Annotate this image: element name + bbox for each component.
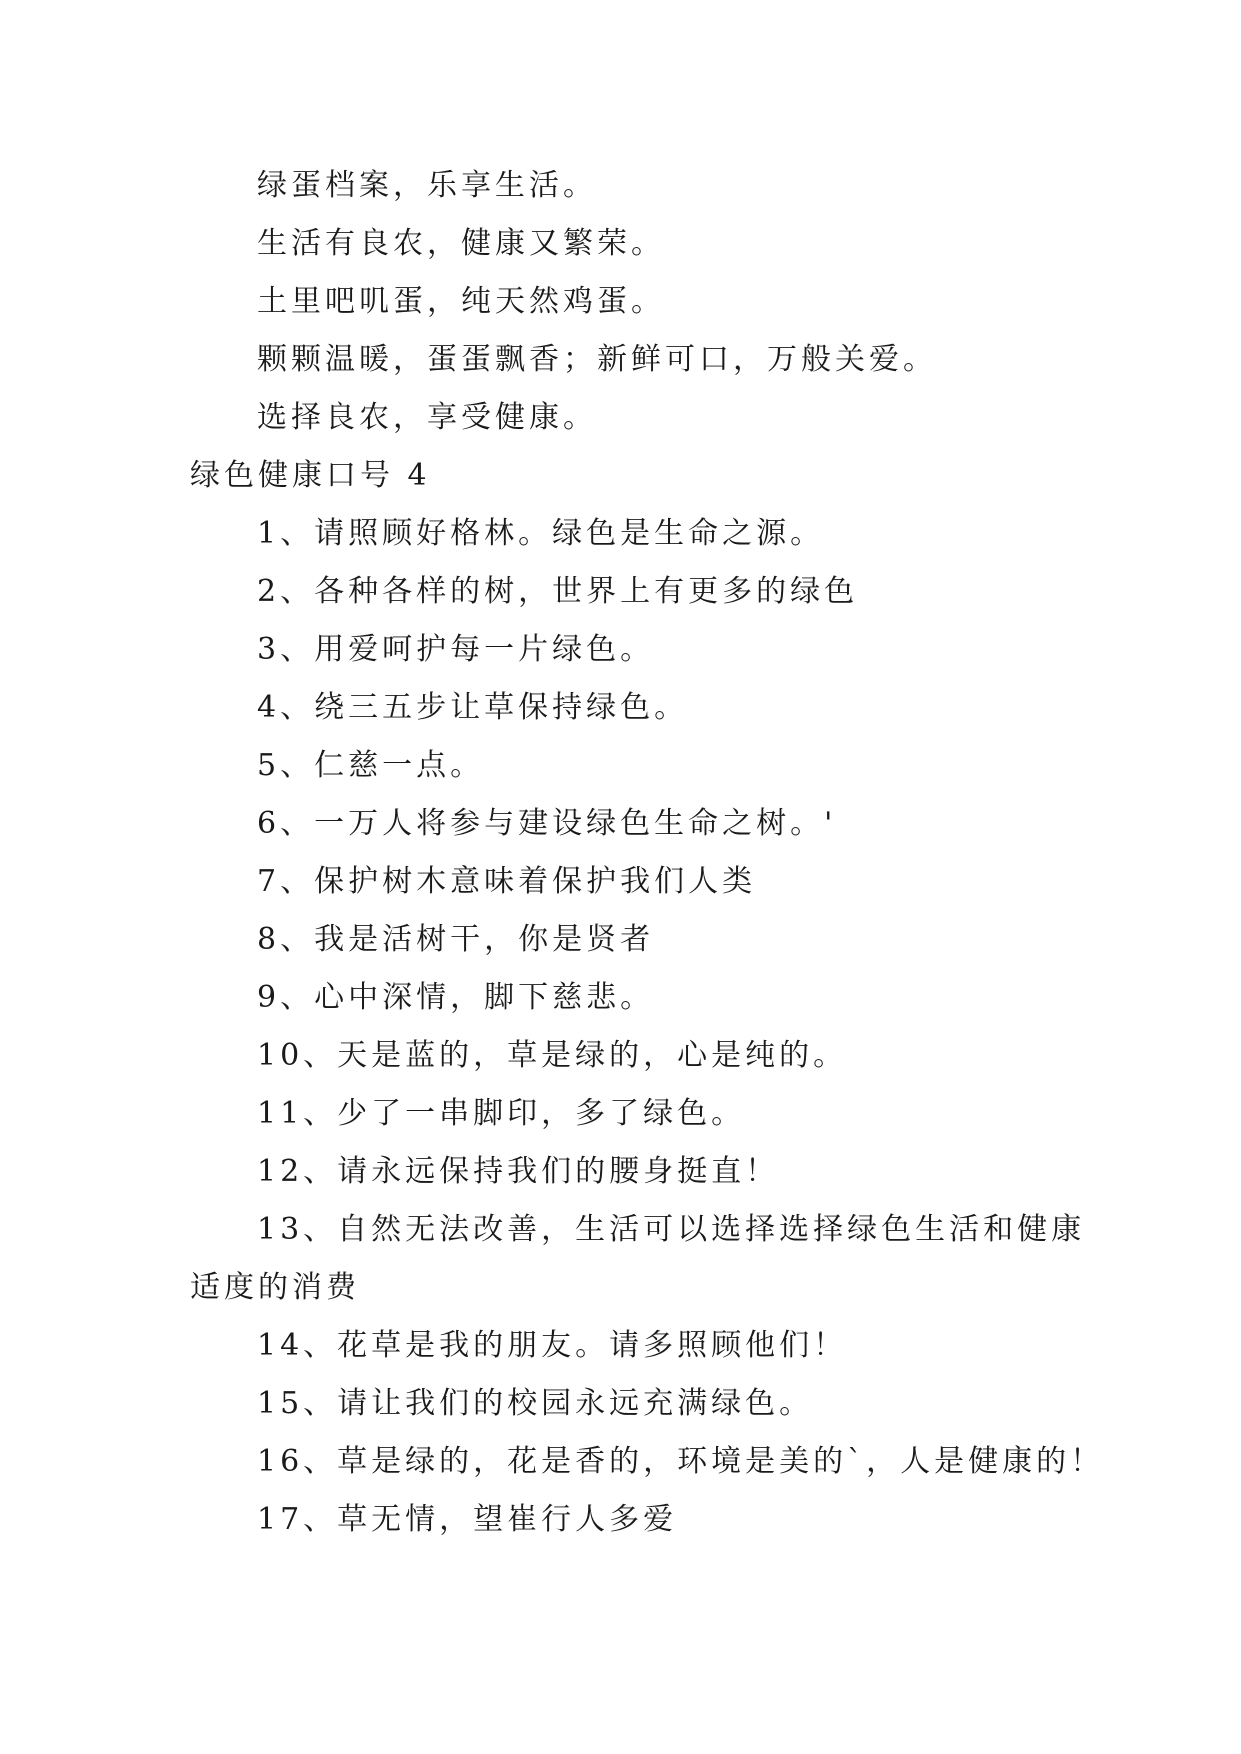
text-line: 绿蛋档案，乐享生活。 (257, 168, 597, 203)
text-line: 选择良农，享受健康。 (257, 400, 597, 435)
slogan-item: 17、草无情，望崔行人多爱 (257, 1502, 678, 1537)
text-line: 颗颗温暖，蛋蛋飘香；新鲜可口，万般关爱。 (257, 342, 937, 377)
slogan-item: 2、各种各样的树，世界上有更多的绿色 (257, 574, 859, 609)
slogan-item: 12、请永远保持我们的腰身挺直！ (257, 1154, 780, 1189)
slogan-item: 6、一万人将参与建设绿色生命之树。' (257, 806, 837, 841)
slogan-item: 1、请照顾好格林。绿色是生命之源。 (257, 516, 825, 551)
slogan-item: 3、用爱呵护每一片绿色。 (257, 632, 655, 667)
slogan-item: 5、仁慈一点。 (257, 748, 485, 783)
text-line: 土里吧叽蛋，纯天然鸡蛋。 (257, 284, 665, 319)
text-line: 生活有良农，健康又繁荣。 (257, 226, 665, 261)
section-heading: 绿色健康口号 4 (190, 458, 431, 493)
slogan-item: 10、天是蓝的，草是绿的，心是纯的。 (257, 1038, 848, 1073)
slogan-item: 16、草是绿的，花是香的，环境是美的`，人是健康的！ (257, 1444, 1105, 1479)
slogan-item: 14、花草是我的朋友。请多照顾他们！ (257, 1328, 848, 1363)
slogan-item: 7、保护树木意味着保护我们人类 (257, 864, 757, 899)
slogan-item-continuation: 适度的消费 (190, 1270, 360, 1305)
slogan-item: 11、少了一串脚印，多了绿色。 (257, 1096, 746, 1131)
slogan-item: 13、自然无法改善，生活可以选择选择绿色生活和健康 (257, 1212, 1086, 1247)
slogan-item: 4、绕三五步让草保持绿色。 (257, 690, 689, 725)
slogan-item: 9、心中深情，脚下慈悲。 (257, 980, 655, 1015)
slogan-item: 15、请让我们的校园永远充满绿色。 (257, 1386, 814, 1421)
slogan-item: 8、我是活树干，你是贤者 (257, 922, 655, 957)
